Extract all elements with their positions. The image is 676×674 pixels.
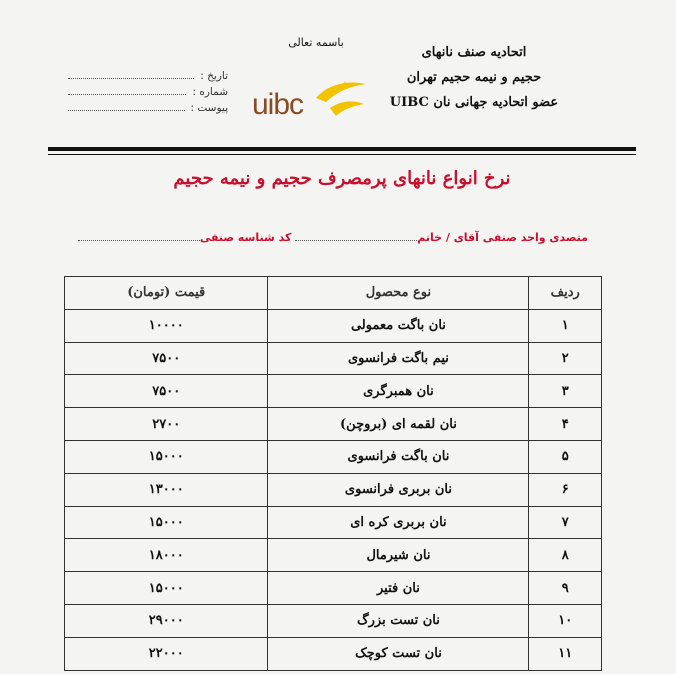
product-name-cell: نان فتیر — [268, 572, 529, 605]
row-number-cell: ۴ — [529, 408, 602, 441]
date-field[interactable] — [68, 68, 228, 84]
product-name-cell: نان تست کوچک — [268, 637, 529, 670]
table-row — [65, 408, 602, 441]
product-name-cell: نیم باگت فرانسوی — [268, 342, 529, 375]
table-row — [65, 604, 602, 637]
union-name-line-1: اتحادیه صنف نانهای — [421, 45, 527, 60]
product-name-cell: نان بربری کره ای — [268, 506, 529, 539]
row-number-cell: ۵ — [529, 440, 602, 473]
document-title: نرخ انواع نانهای پرمصرف حجیم و نیمه حجیم — [173, 168, 511, 189]
price-cell: ۲۷۰۰ — [65, 408, 268, 441]
number-blank — [68, 84, 186, 95]
product-name-cell: نان باگت معمولی — [268, 309, 529, 342]
basmala-text: باسمه تعالی — [288, 36, 344, 49]
price-table — [64, 276, 602, 671]
price-cell: ۲۹۰۰۰ — [65, 604, 268, 637]
price-cell: ۱۵۰۰۰ — [65, 572, 268, 605]
product-name-cell: نان باگت فرانسوی — [268, 440, 529, 473]
table-row — [65, 309, 602, 342]
owner-name-blank[interactable] — [295, 230, 417, 241]
header-divider-thin — [48, 154, 636, 155]
product-name-cell: نان بربری فرانسوی — [268, 473, 529, 506]
row-number-cell: ۷ — [529, 506, 602, 539]
date-blank — [68, 68, 194, 79]
date-label: تاریخ : — [200, 70, 228, 82]
header-row-number: ردیف — [529, 277, 602, 310]
price-cell: ۱۸۰۰۰ — [65, 539, 268, 572]
row-number-cell: ۳ — [529, 375, 602, 408]
attachment-blank — [68, 100, 185, 111]
row-number-cell: ۹ — [529, 572, 602, 605]
owner-label: متصدی واحد صنفی آقای / خانم — [417, 231, 588, 244]
product-name-cell: نان تست بزرگ — [268, 604, 529, 637]
code-blank[interactable] — [78, 230, 200, 241]
table-row — [65, 375, 602, 408]
row-number-cell: ۲ — [529, 342, 602, 375]
owner-fill-line — [78, 230, 588, 244]
header-divider-thick — [48, 147, 636, 151]
price-cell: ۷۵۰۰ — [65, 342, 268, 375]
attachment-field[interactable] — [68, 100, 228, 116]
union-name-line-3: عضو اتحادیه جهانی نان UIBC — [389, 95, 559, 110]
table-row — [65, 572, 602, 605]
row-number-cell: ۱ — [529, 309, 602, 342]
row-number-cell: ۱۰ — [529, 604, 602, 637]
price-cell: ۱۵۰۰۰ — [65, 506, 268, 539]
product-name-cell: نان لقمه ای (بروچن) — [268, 408, 529, 441]
table-header-row — [65, 277, 602, 310]
price-cell: ۱۵۰۰۰ — [65, 440, 268, 473]
number-field[interactable] — [68, 84, 228, 100]
uibc-logo — [246, 78, 370, 126]
header-product-type: نوع محصول — [268, 277, 529, 310]
attachment-label: پیوست : — [190, 102, 228, 114]
logo-wordmark: uibc — [252, 88, 304, 121]
header-price: قیمت (تومان) — [65, 277, 268, 310]
number-label: شماره : — [192, 86, 228, 98]
product-name-cell: نان همبرگری — [268, 375, 529, 408]
union-name-line-2: حجیم و نیمه حجیم تهران — [406, 70, 542, 85]
price-cell: ۷۵۰۰ — [65, 375, 268, 408]
product-name-cell: نان شیرمال — [268, 539, 529, 572]
table-row — [65, 637, 602, 670]
table-row — [65, 539, 602, 572]
union-name-block — [354, 40, 594, 115]
row-number-cell: ۱۱ — [529, 637, 602, 670]
price-cell: ۱۳۰۰۰ — [65, 473, 268, 506]
table-row — [65, 506, 602, 539]
row-number-cell: ۶ — [529, 473, 602, 506]
document-meta-fields — [68, 68, 228, 116]
table-row — [65, 440, 602, 473]
table-row — [65, 473, 602, 506]
code-label: کد شناسه صنفی — [199, 231, 292, 244]
table-row — [65, 342, 602, 375]
price-table-body — [65, 309, 602, 670]
price-cell: ۲۲۰۰۰ — [65, 637, 268, 670]
row-number-cell: ۸ — [529, 539, 602, 572]
price-cell: ۱۰۰۰۰ — [65, 309, 268, 342]
